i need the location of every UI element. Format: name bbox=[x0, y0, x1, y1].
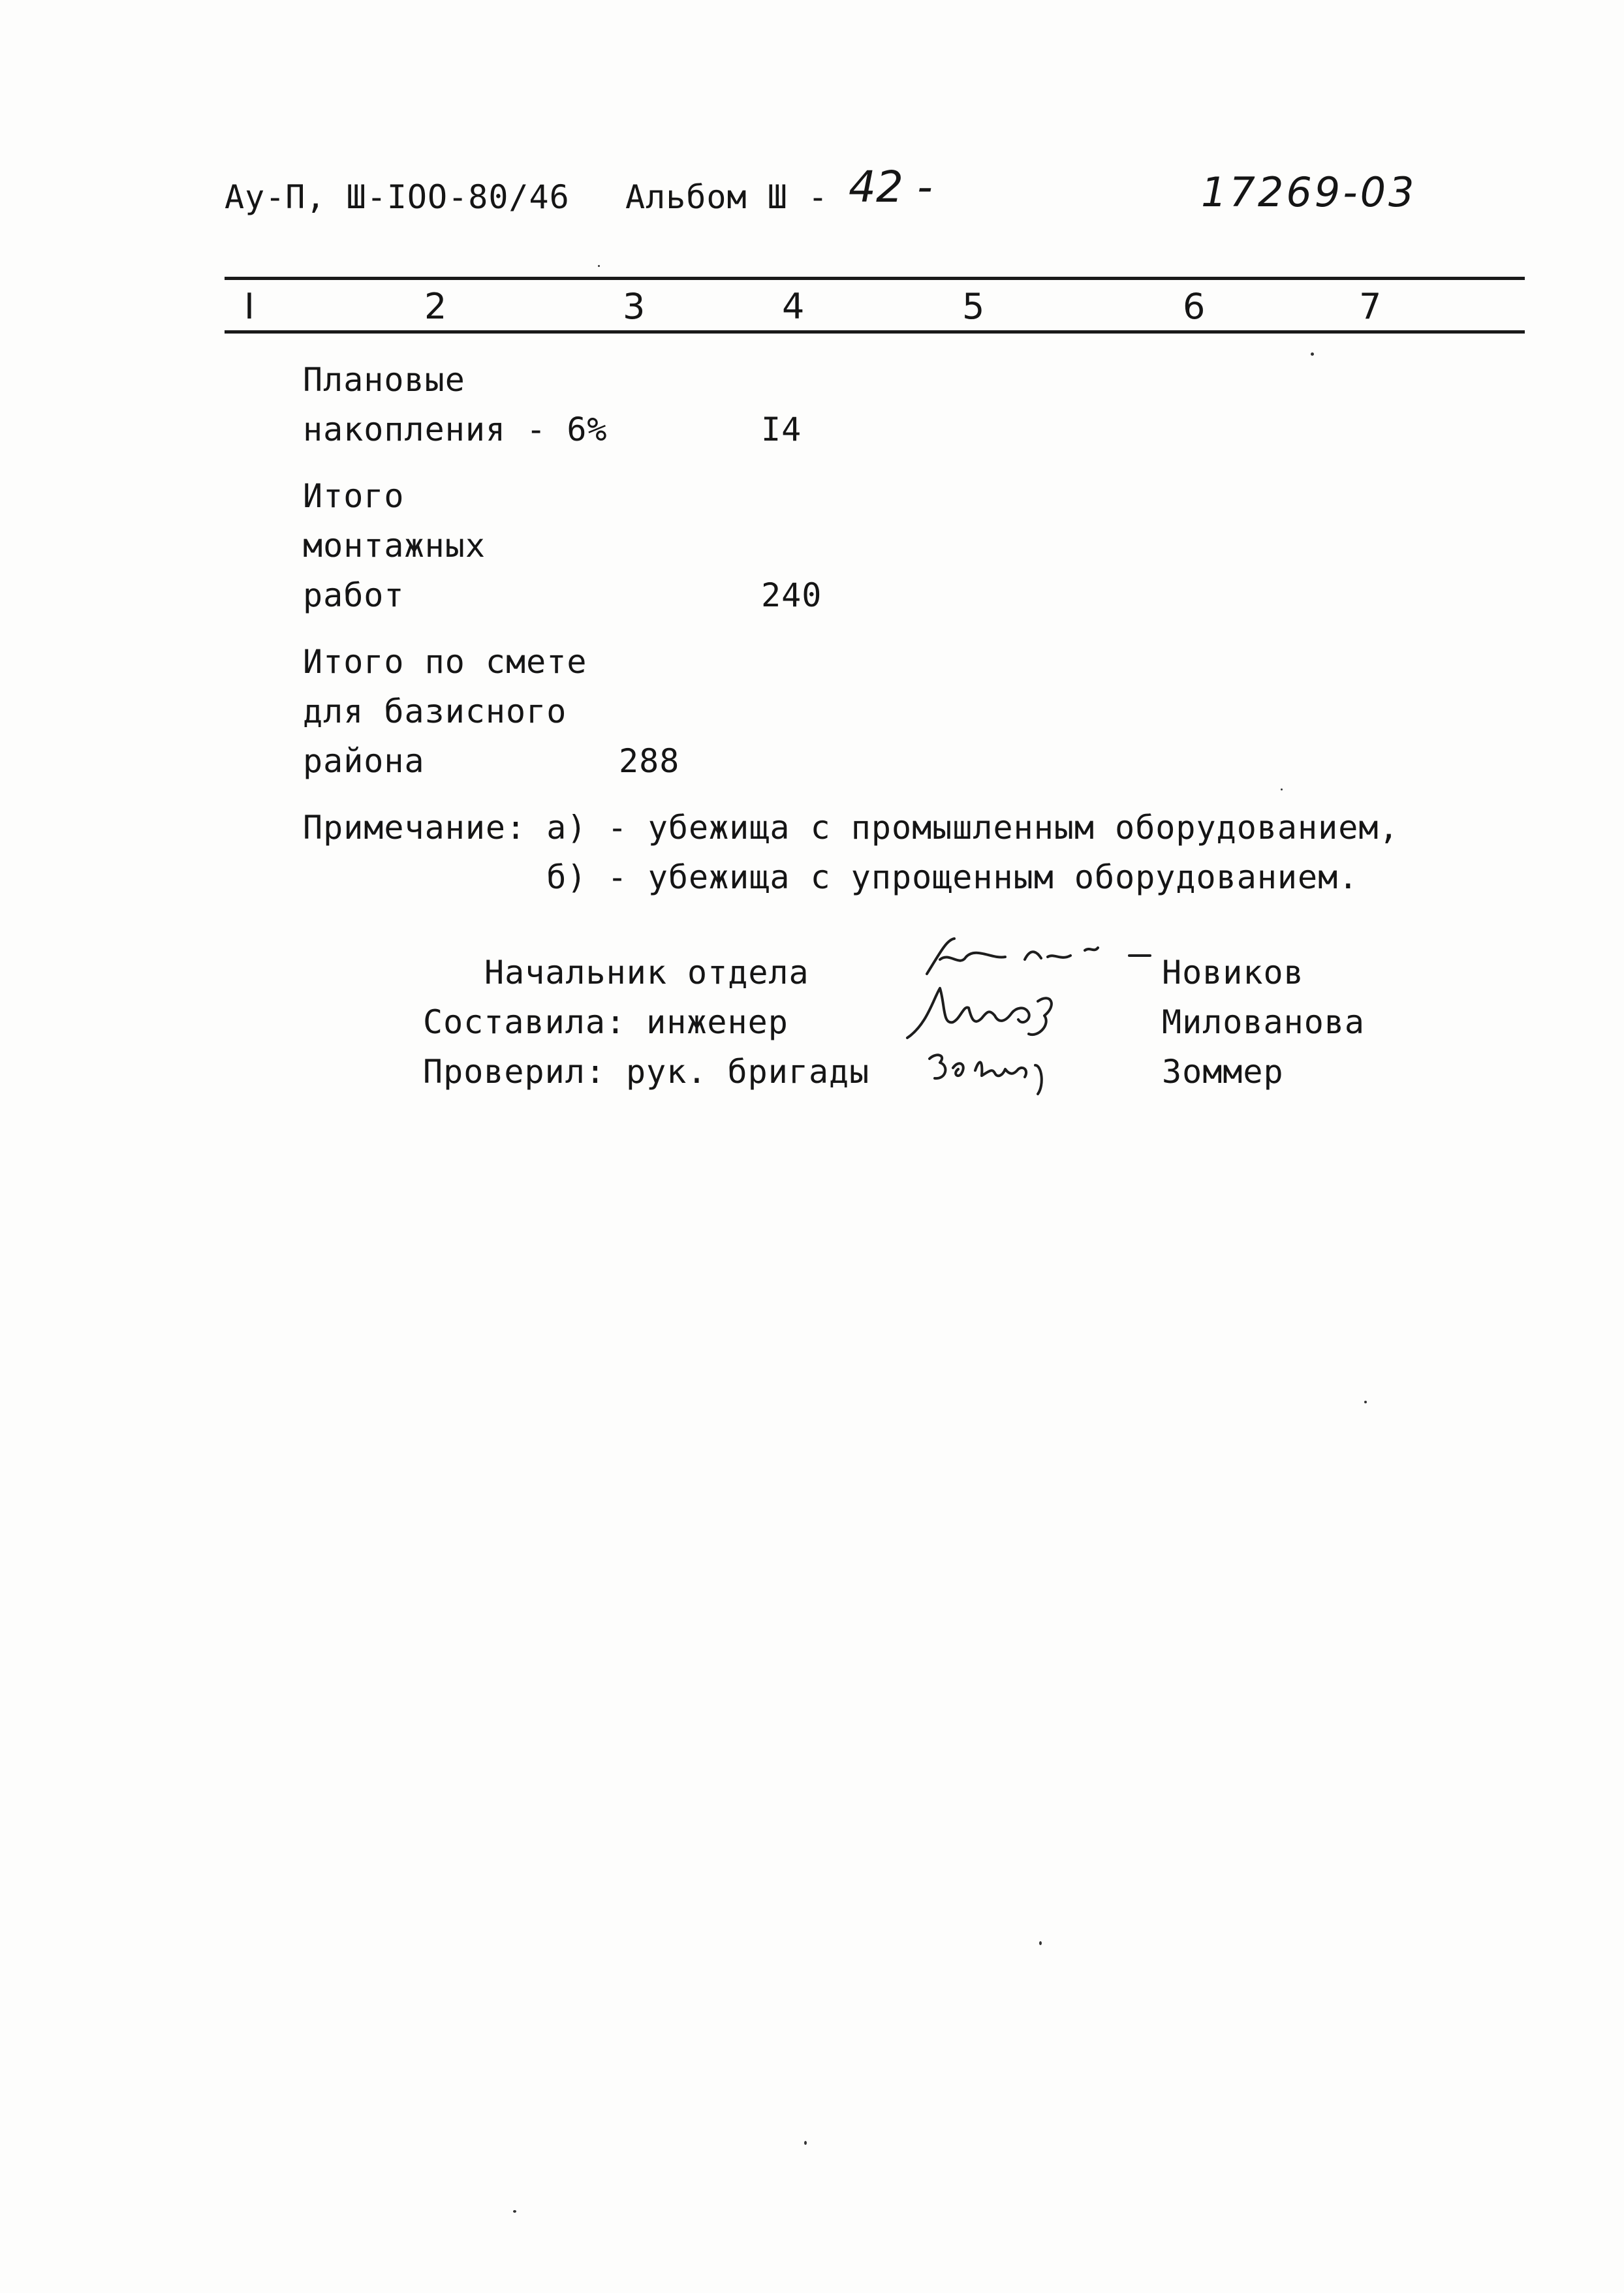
header-album-label: Альбом Ш - bbox=[625, 178, 829, 216]
row-total-installation-col4-value: 240 bbox=[761, 576, 822, 614]
row-estimate-total-label-line1: Итого по смете bbox=[303, 643, 587, 681]
signoff-name-head: Новиков bbox=[1162, 954, 1304, 991]
column-header-1: I bbox=[244, 286, 255, 327]
header-doc-number: 17269-03 bbox=[1201, 168, 1417, 216]
signoff-role-head: Начальник отдела bbox=[484, 954, 809, 991]
column-header-7: 7 bbox=[1359, 286, 1382, 327]
row-total-installation-label-line1: Итого bbox=[303, 477, 405, 515]
signoff-name-engineer: Милованова bbox=[1162, 1003, 1366, 1041]
row-planned-savings-col4-value: I4 bbox=[761, 411, 802, 448]
column-header-6: 6 bbox=[1183, 286, 1206, 327]
row-total-installation-label-line2: монтажных bbox=[303, 527, 486, 565]
scan-speck bbox=[804, 2141, 807, 2145]
signature-head bbox=[914, 933, 1162, 986]
column-header-2: 2 bbox=[424, 286, 447, 327]
table-header-bottom-rule bbox=[225, 330, 1525, 334]
header-page-number: 42 - bbox=[849, 162, 933, 212]
signature-engineer bbox=[901, 979, 1110, 1044]
column-header-3: 3 bbox=[623, 286, 646, 327]
note-line-b: б) - убежища с упрощенным оборудованием. bbox=[303, 858, 1359, 896]
scan-speck bbox=[1039, 1941, 1042, 1945]
row-estimate-total-label-line2: для базисного bbox=[303, 693, 567, 730]
scan-speck bbox=[598, 265, 600, 267]
scan-speck bbox=[513, 2210, 516, 2213]
signoff-role-checker: Проверил: рук. бригады bbox=[423, 1053, 870, 1091]
header-left-code: Ау-П, Ш-IOO-80/46 bbox=[225, 178, 570, 216]
scan-speck bbox=[1311, 352, 1314, 356]
scan-speck bbox=[1364, 1401, 1367, 1403]
table-top-rule bbox=[225, 277, 1525, 280]
row-estimate-total-col3-value: 288 bbox=[619, 742, 680, 780]
column-header-5: 5 bbox=[962, 286, 985, 327]
signoff-name-checker: Зоммер bbox=[1162, 1053, 1284, 1091]
row-planned-savings-label-line1: Плановые bbox=[303, 361, 465, 399]
signoff-role-engineer: Составила: инженер bbox=[423, 1003, 789, 1041]
row-estimate-total-label-line3: района bbox=[303, 742, 425, 780]
column-header-4: 4 bbox=[782, 286, 805, 327]
row-total-installation-label-line3: работ bbox=[303, 576, 405, 614]
row-planned-savings-label-line2: накопления - 6% bbox=[303, 411, 608, 448]
note-line-a: Примечание: а) - убежища с промышленным оборудованием, bbox=[303, 809, 1399, 847]
scan-speck bbox=[1281, 788, 1283, 790]
signature-checker bbox=[920, 1039, 1077, 1098]
